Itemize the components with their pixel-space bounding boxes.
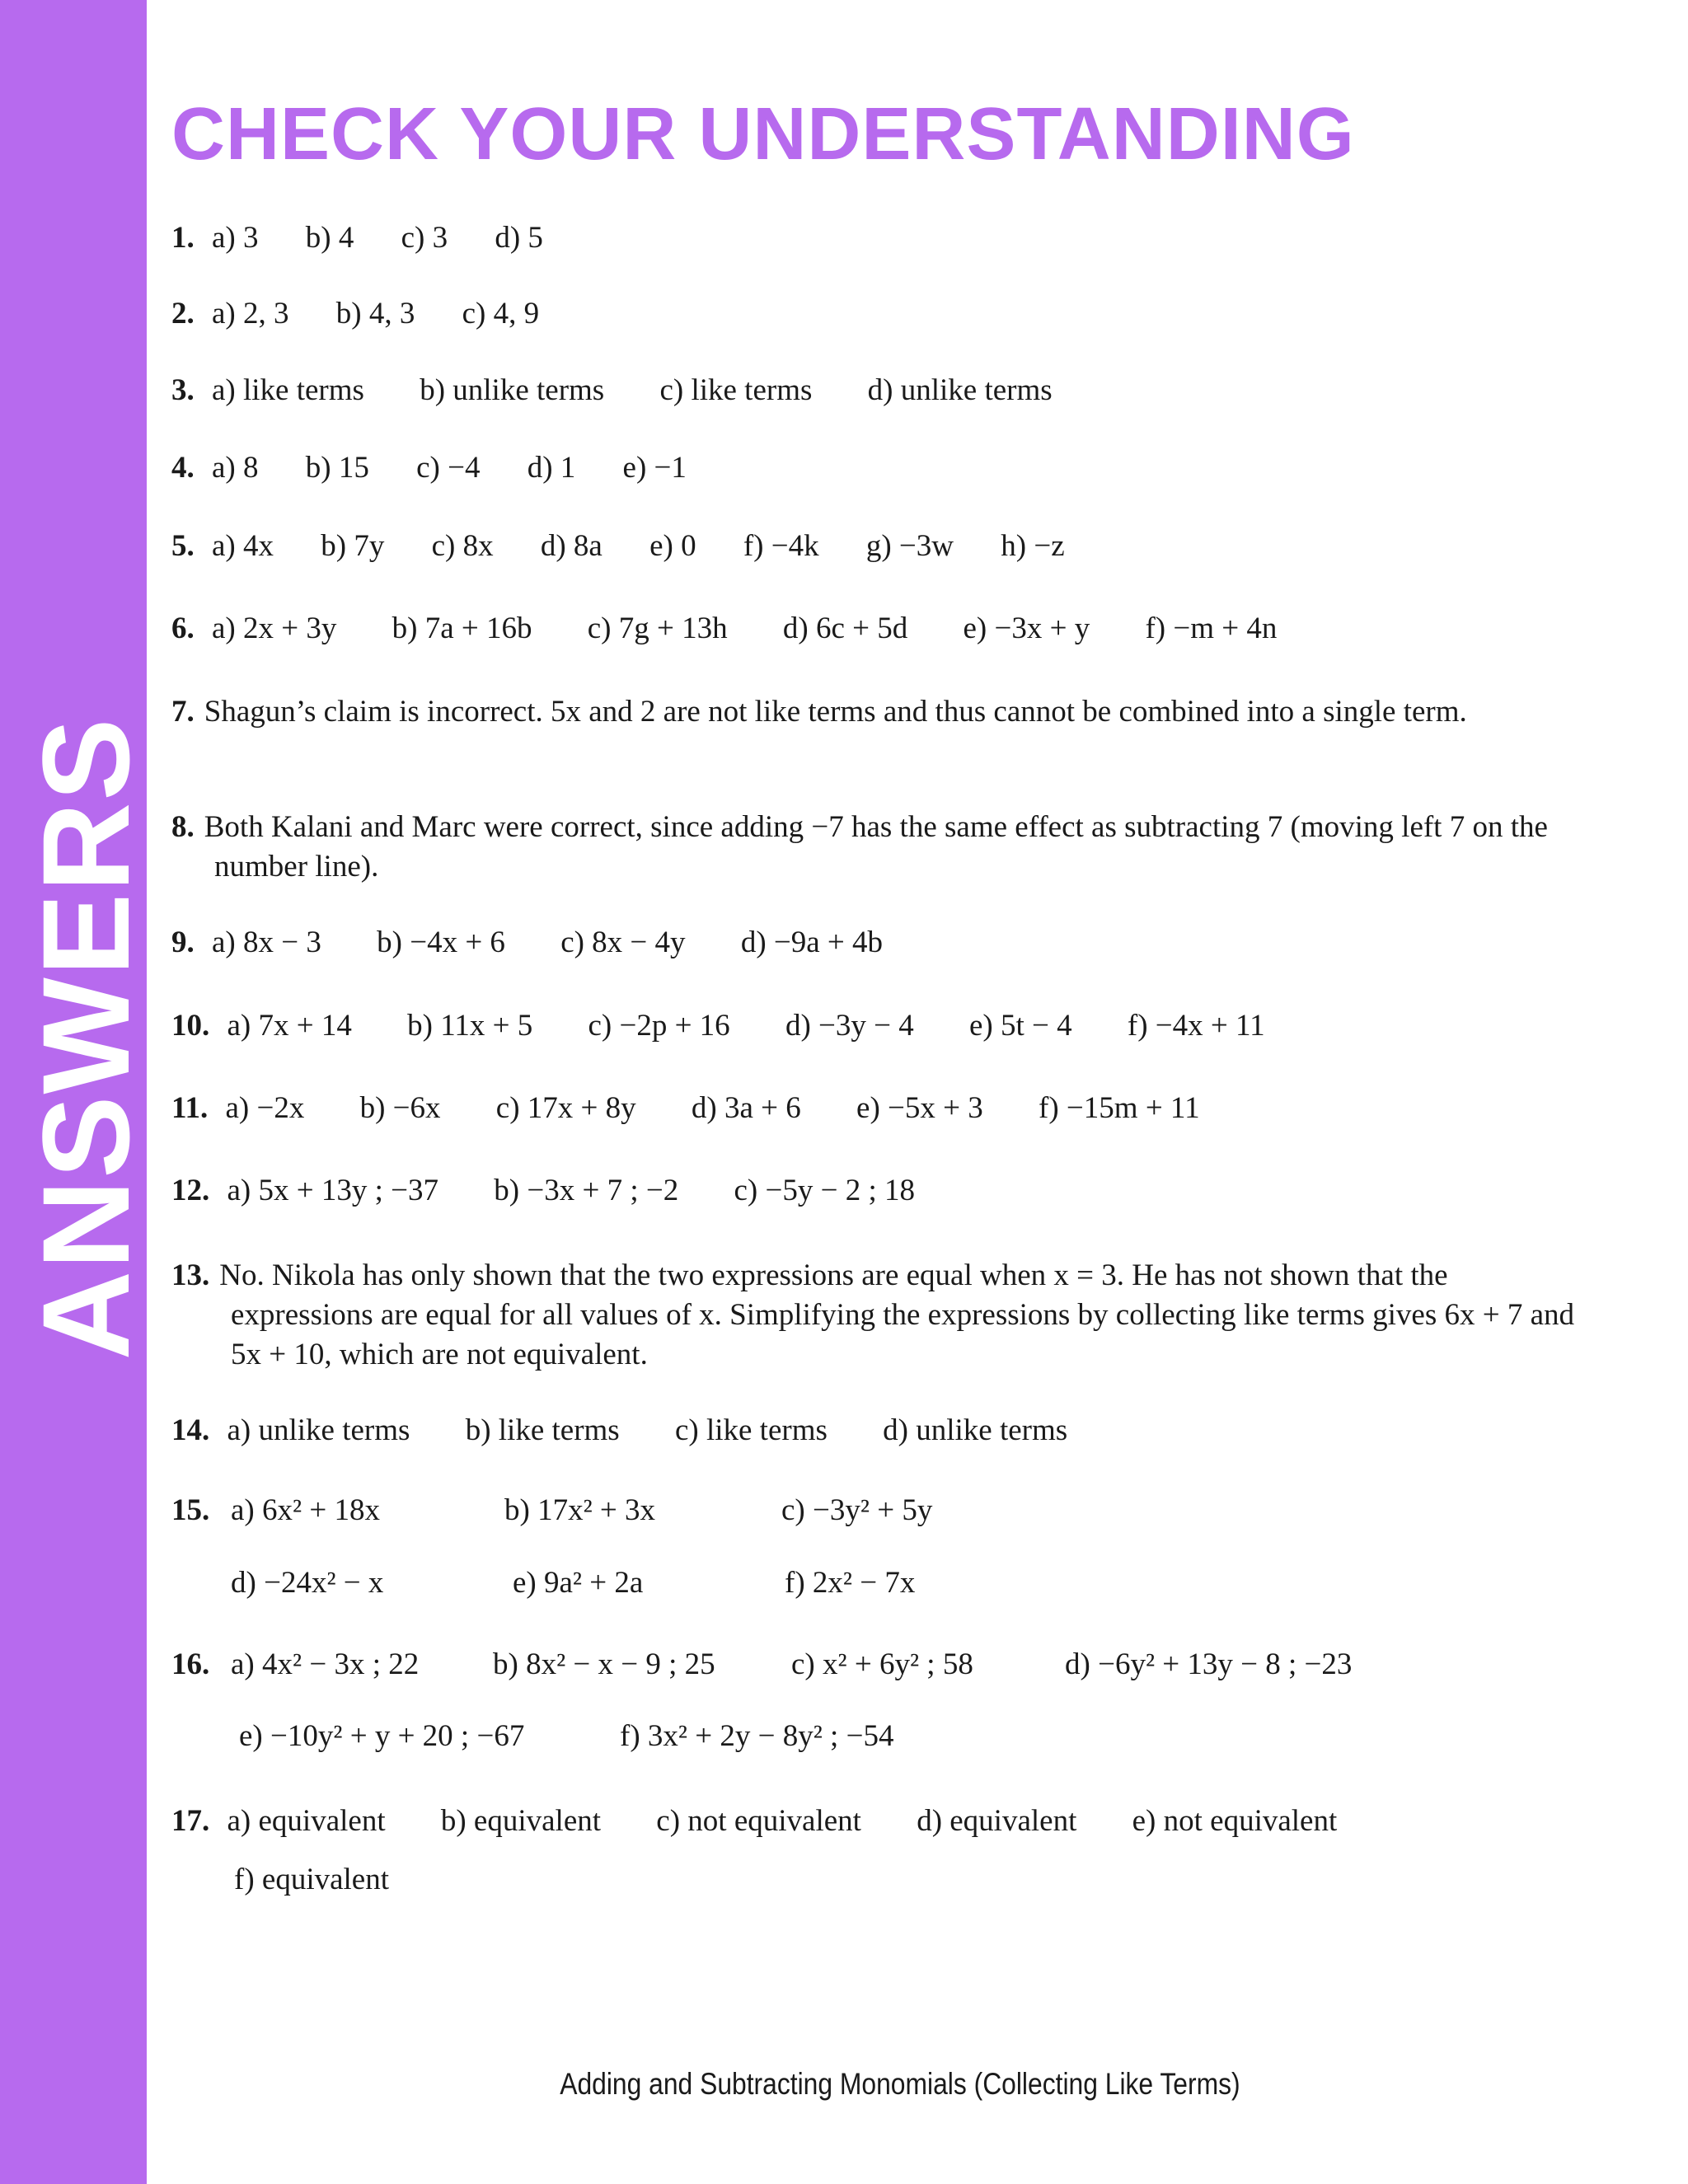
answer-d: d) unlike terms [883,1413,1068,1447]
answer-c: c) not equivalent [656,1804,861,1838]
sidebar [0,0,155,2184]
answer-e: e) −3x + y [963,612,1090,645]
answer-b: b) 4, 3 [335,297,415,330]
answer-a: a) 4x² − 3x ; 22 [231,1647,420,1681]
answer-f: f) 2x² − 7x [785,1566,916,1600]
answer-e: e) −5x + 3 [856,1091,983,1125]
answer-a: a) 7x + 14 [227,1009,352,1043]
answer-e: e) −10y² + y + 20 ; −67 [239,1719,525,1753]
question-number: 10. [171,1009,210,1043]
question-17 [171,1802,1385,1840]
answer-c: c) −5y − 2 ; 18 [734,1174,915,1207]
answer-d: d) 6c + 5d [782,612,908,645]
answer-b: b) 8x² − x − 9 ; 25 [493,1647,715,1681]
question-3 [171,372,1100,410]
question-number: 9. [171,926,195,959]
answer-c: c) 8x [431,529,494,563]
answer-c: c) 4, 9 [462,297,540,330]
question-11 [171,1090,1248,1127]
answer-text: Both Kalani and Marc were correct, since adding −7 has the same effect as subtracting 7 (moving left 7 on the number line). [204,810,1548,883]
answer-d: d) 1 [527,451,576,485]
question-13 [171,1256,1574,1375]
answer-e: e) 0 [649,529,696,563]
answer-c: c) −2p + 16 [588,1009,730,1043]
question-number: 13. [171,1258,210,1292]
answer-c: c) −4 [416,451,481,485]
question-5 [171,527,1104,565]
question-7 [171,692,1566,732]
question-number: 1. [171,221,195,255]
answer-h: h) −z [1001,529,1065,563]
answer-c: c) like terms [674,1413,828,1447]
answer-d: d) −9a + 4b [740,926,884,959]
answer-b: b) 15 [305,451,369,485]
question-number: 3. [171,373,195,407]
answer-f: f) −4x + 11 [1127,1009,1265,1043]
answer-c: c) x² + 6y² ; 58 [791,1647,973,1681]
question-number: 17. [171,1804,210,1838]
answer-b: b) −3x + 7 ; −2 [494,1174,679,1207]
answer-a: a) like terms [212,373,364,407]
answer-b: b) 7a + 16b [392,612,532,645]
answer-c: c) 3 [401,221,448,255]
question-10 [171,1007,1313,1045]
answer-d: d) unlike terms [867,373,1053,407]
answer-b: b) unlike terms [420,373,605,407]
answer-f: f) 3x² + 2y − 8y² ; −54 [620,1719,894,1753]
answer-a: a) 3 [212,221,259,255]
answer-c: c) −3y² + 5y [781,1493,933,1527]
question-number: 2. [171,297,195,330]
question-4 [171,449,726,487]
answer-b: b) equivalent [440,1804,602,1838]
question-number: 12. [171,1174,210,1207]
answer-b: b) 17x² + 3x [504,1493,656,1527]
answer-a: a) 4x [212,529,274,563]
question-16 [171,1646,209,1684]
question-number: 16. [171,1647,210,1681]
answer-a: a) 5x + 13y ; −37 [227,1174,439,1207]
answer-c: c) like terms [659,373,813,407]
answer-text: Shagun’s claim is incorrect. 5x and 2 are not like terms and thus cannot be combined into a single term. [204,695,1467,729]
answer-e: e) 5t − 4 [969,1009,1072,1043]
answer-d: d) −3y − 4 [785,1009,914,1043]
answer-c: c) 7g + 13h [587,612,728,645]
answer-b: b) −6x [359,1091,441,1125]
answer-d: d) −6y² + 13y − 8 ; −23 [1065,1647,1353,1681]
answer-d: d) equivalent [917,1804,1077,1838]
answer-a: a) 2x + 3y [212,612,337,645]
answer-d: d) 3a + 6 [691,1091,801,1125]
answer-a: a) −2x [225,1091,305,1125]
answer-d: d) 8a [540,529,603,563]
answer-d: d) 5 [495,221,543,255]
answer-b: b) 4 [305,221,354,255]
question-6 [171,610,1325,648]
answer-e: e) 9a² + 2a [513,1566,644,1600]
answer-b: b) 11x + 5 [407,1009,533,1043]
question-number: 7. [171,695,195,729]
question-1 [171,219,583,257]
answer-f: f) −4k [743,529,819,563]
question-number: 4. [171,451,195,485]
question-14 [171,1412,1115,1450]
question-number: 15. [171,1493,210,1527]
question-number: 6. [171,612,195,645]
answer-a: a) 2, 3 [212,297,289,330]
answer-b: b) like terms [465,1413,620,1447]
answer-e: e) −1 [622,451,687,485]
question-number: 11. [171,1091,209,1125]
answer-a: a) equivalent [227,1804,386,1838]
sidebar-label: ANSWERS [16,716,155,1361]
answer-text: No. Nikola has only shown that the two expressions are equal when x = 3. He has not shown that the expressions are equal for all values of x. Simplifying the expressions by collecting like terms gives 6x + 7 and 5x + 10, which are not equivalent. [219,1258,1575,1371]
answer-b: b) 7y [321,529,385,563]
page-footer: Adding and Subtracting Monomials (Collecting Like Terms) [560,2067,1240,2101]
answer-c: c) 8x − 4y [560,926,686,959]
answer-a: a) 8 [212,451,259,485]
answer-f: f) −m + 4n [1145,612,1278,645]
answer-c: c) 17x + 8y [495,1091,636,1125]
question-9 [171,924,931,962]
answer-g: g) −3w [865,529,954,563]
question-number: 8. [171,810,195,844]
answer-a: a) 6x² + 18x [231,1493,380,1527]
answer-a: a) 8x − 3 [212,926,321,959]
question-number: 5. [171,529,195,563]
answer-d: d) −24x² − x [231,1566,384,1600]
answer-b: b) −4x + 6 [377,926,505,959]
question-number: 14. [171,1413,210,1447]
answer-a: a) unlike terms [227,1413,410,1447]
question-2 [171,295,579,333]
answer-f: f) −15m + 11 [1039,1091,1200,1125]
answer-e: e) not equivalent [1132,1804,1338,1838]
question-12 [171,1172,963,1210]
question-8 [171,808,1574,887]
answer-f: f) equivalent [234,1863,389,1896]
page-title: CHECK YOUR UNDERSTANDING [171,93,1355,176]
question-15 [171,1492,209,1530]
